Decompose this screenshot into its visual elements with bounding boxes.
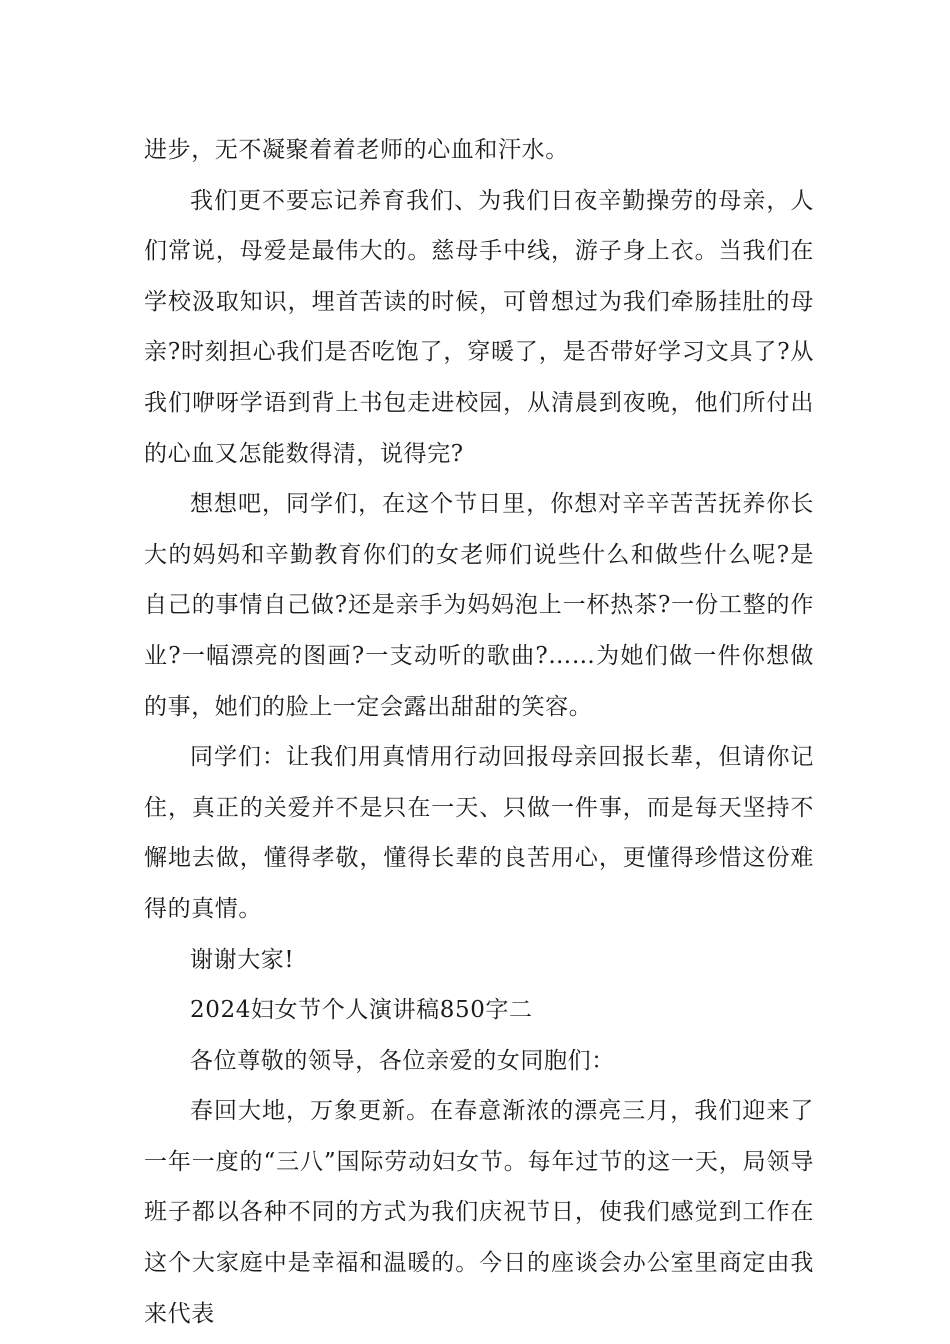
paragraph-continuation: 进步，无不凝聚着着老师的心血和汗水。 [144,137,569,163]
paragraph-think: 想想吧，同学们，在这个节日里，你想对辛辛苦苦抚养你长大的妈妈和辛勤教育你们的女老师们说些什么和做些什么呢?是自己的事情自己做?还是亲手为妈妈泡上一杯热茶?一份工整的作业?一幅漂亮的图画?一支动听的歌曲?……为她们做一件你想做的事，她们的脸上一定会露出甜甜的笑容。 [144,491,814,720]
section-heading: 2024妇女节个人演讲稿850字二 [190,997,533,1024]
document-body [144,125,814,1339]
paragraph-greeting: 各位尊敬的领导，各位亲爱的女同胞们： [190,1047,615,1074]
paragraph-mothers: 我们更不要忘记养育我们、为我们日夜辛勤操劳的母亲，人们常说，母爱是最伟大的。慈母手中线，游子身上衣。当我们在学校汲取知识，埋首苦读的时候，可曾想过为我们牵肠挂肚的母亲?时刻担心我们是否吃饱了，穿暖了，是否带好学习文具了?从我们咿呀学语到背上书包走进校园，从清晨到夜晚，他们所付出的心血又怎能数得清，说得完? [144,187,814,467]
paragraph-students: 同学们：让我们用真情用行动回报母亲回报长辈，但请你记住，真正的关爱并不是只在一天、只做一件事，而是每天坚持不懈地去做，懂得孝敬，懂得长辈的良苦用心，更懂得珍惜这份难得的真情。 [144,744,814,922]
paragraph-spring: 春回大地，万象更新。在春意渐浓的漂亮三月，我们迎来了一年一度的“三八”国际劳动妇女节。每年过节的这一天，局领导班子都以各种不同的方式为我们庆祝节日，使我们感觉到工作在这个大家庭中是幸福和温暖的。今日的座谈会办公室里商定由我来代表 [144,1098,814,1327]
paragraph-thanks: 谢谢大家! [190,946,295,973]
